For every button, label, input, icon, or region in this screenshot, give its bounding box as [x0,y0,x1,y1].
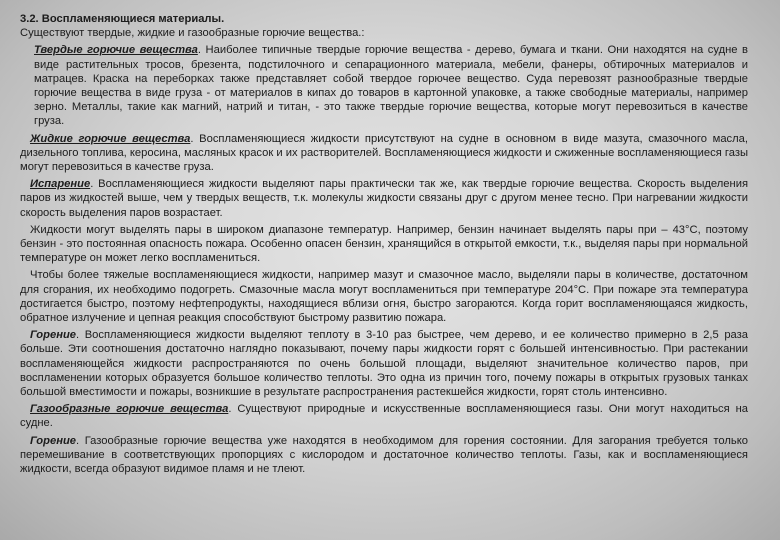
term-gases: Газообразные горючие вещества [30,403,229,416]
term-combustion: Горение [30,329,77,342]
document-page [20,12,748,479]
paragraph-text: . Существуют природные и искусственные воспламеняющиеся газы. Они могут находиться на судне. [20,403,748,430]
paragraph-gases [20,402,748,430]
paragraph-combustion-gas [20,434,748,477]
paragraph-text: . Наиболее типичные твердые горючие вещества - дерево, бумага и ткани. Они находятся на судне в виде растительных тросов, брезента, подстилочного и сепарационного материала, мебели, фанеры, обтирочных материалов и матрацев. Краска на переборках также представляет собой твердое горючее вещество. Суда перевозят разнообразные твердые горючие вещества в виде груза - от материалов в кипах до товаров в картонной упаковке, а также свободные материалы, например зерно. Металлы, такие как магний, натрий и титан, - это также твердые горючие вещества, которые могут перевозиться в качестве груза. [34,44,748,128]
paragraph-text: Жидкости могут выделять пары в широком диапазоне температур. Например, бензин начинает выделять пары при – 43°С, поэтому бензин - это постоянная опасность пожара. Особенно опасен бензин, хранящийся в открытой емкости, т.к., выделяя пары при нормальной температуре он может легко воспламениться. [20,223,748,265]
paragraph-text: . Воспламеняющиеся жидкости выделяют теплоту в 3-10 раз быстрее, чем дерево, и ее количество примерно в 2,5 раза больше. Эти соотношения достаточно наглядно показывают, почему пары жидкости горят с большей интенсивностью. При растекании воспламеняющейся жидкости распространяются по очень большой площади, выделяют значительное количество паров, при воспламенении которых образуется большое количество теплоты. Это одна из причин того, почему пожары в открытых грузовых танках большой вместимости и пожары, возникшие в результате распространения растекшейся жидкости, горят столь интенсивно. [20,329,748,399]
paragraph-vapor-range [20,223,748,266]
paragraph-solid [20,43,748,128]
paragraph-text: Чтобы более тяжелые воспламеняющиеся жидкости, например мазут и смазочное масло, выделяли пары в количестве, достаточном для сгорания, их необходимо подогреть. Смазочные масла могут воспламениться при температуре 204°С. При пожаре эта температура достигается быстро, поэтому нефтепродукты, находящиеся вблизи огня, быстро загораются. Когда горит воспламеняющаяся жидкость, обратное излучение и цепная реакция способствуют быстрому развитию пожара. [20,269,748,325]
paragraph-text: . Воспламеняющиеся жидкости присутствуют на судне в основном в виде мазута, смазочного масла, дизельного топлива, керосина, масляных красок и их растворителей. Воспламеняющиеся жидкости и сжиженные воспламеняющиеся газы могут перевозиться в качестве груза. [20,132,748,174]
paragraph-liquid [20,132,748,175]
paragraph-evaporation [20,177,748,220]
intro-line: Существуют твердые, жидкие и газообразные горючие вещества.: [20,27,365,40]
term-solid: Твердые горючие вещества [34,44,198,57]
paragraph-text: . Воспламеняющиеся жидкости выделяют пары практически так же, как твердые горючие вещества. Скорость выделения паров из жидкостей выше, чем у твердых веществ, т.к. молекулы жидкости связаны друг с другом менее тесно. При нагревании жидкости скорость выделения паров возрастает. [20,178,748,219]
term-liquid: Жидкие горючие вещества [30,132,191,145]
paragraph-combustion-liquid [20,328,748,399]
term-combustion-gas: Горение [30,434,77,447]
paragraph-text: . Газообразные горючие вещества уже находятся в необходимом для горения состоянии. Для загорания требуется только перемешивание в соответствующих пропорциях с кислородом и достаточное количество теплоты. Газы, как и воспламеняющиеся жидкости, всегда образуют видимое пламя и не тлеют. [20,434,748,476]
paragraph-heavy-liquids [20,268,748,325]
section-title: 3.2. Воспламеняющиеся материалы. [20,13,225,25]
term-evaporation: Испарение [30,178,91,191]
